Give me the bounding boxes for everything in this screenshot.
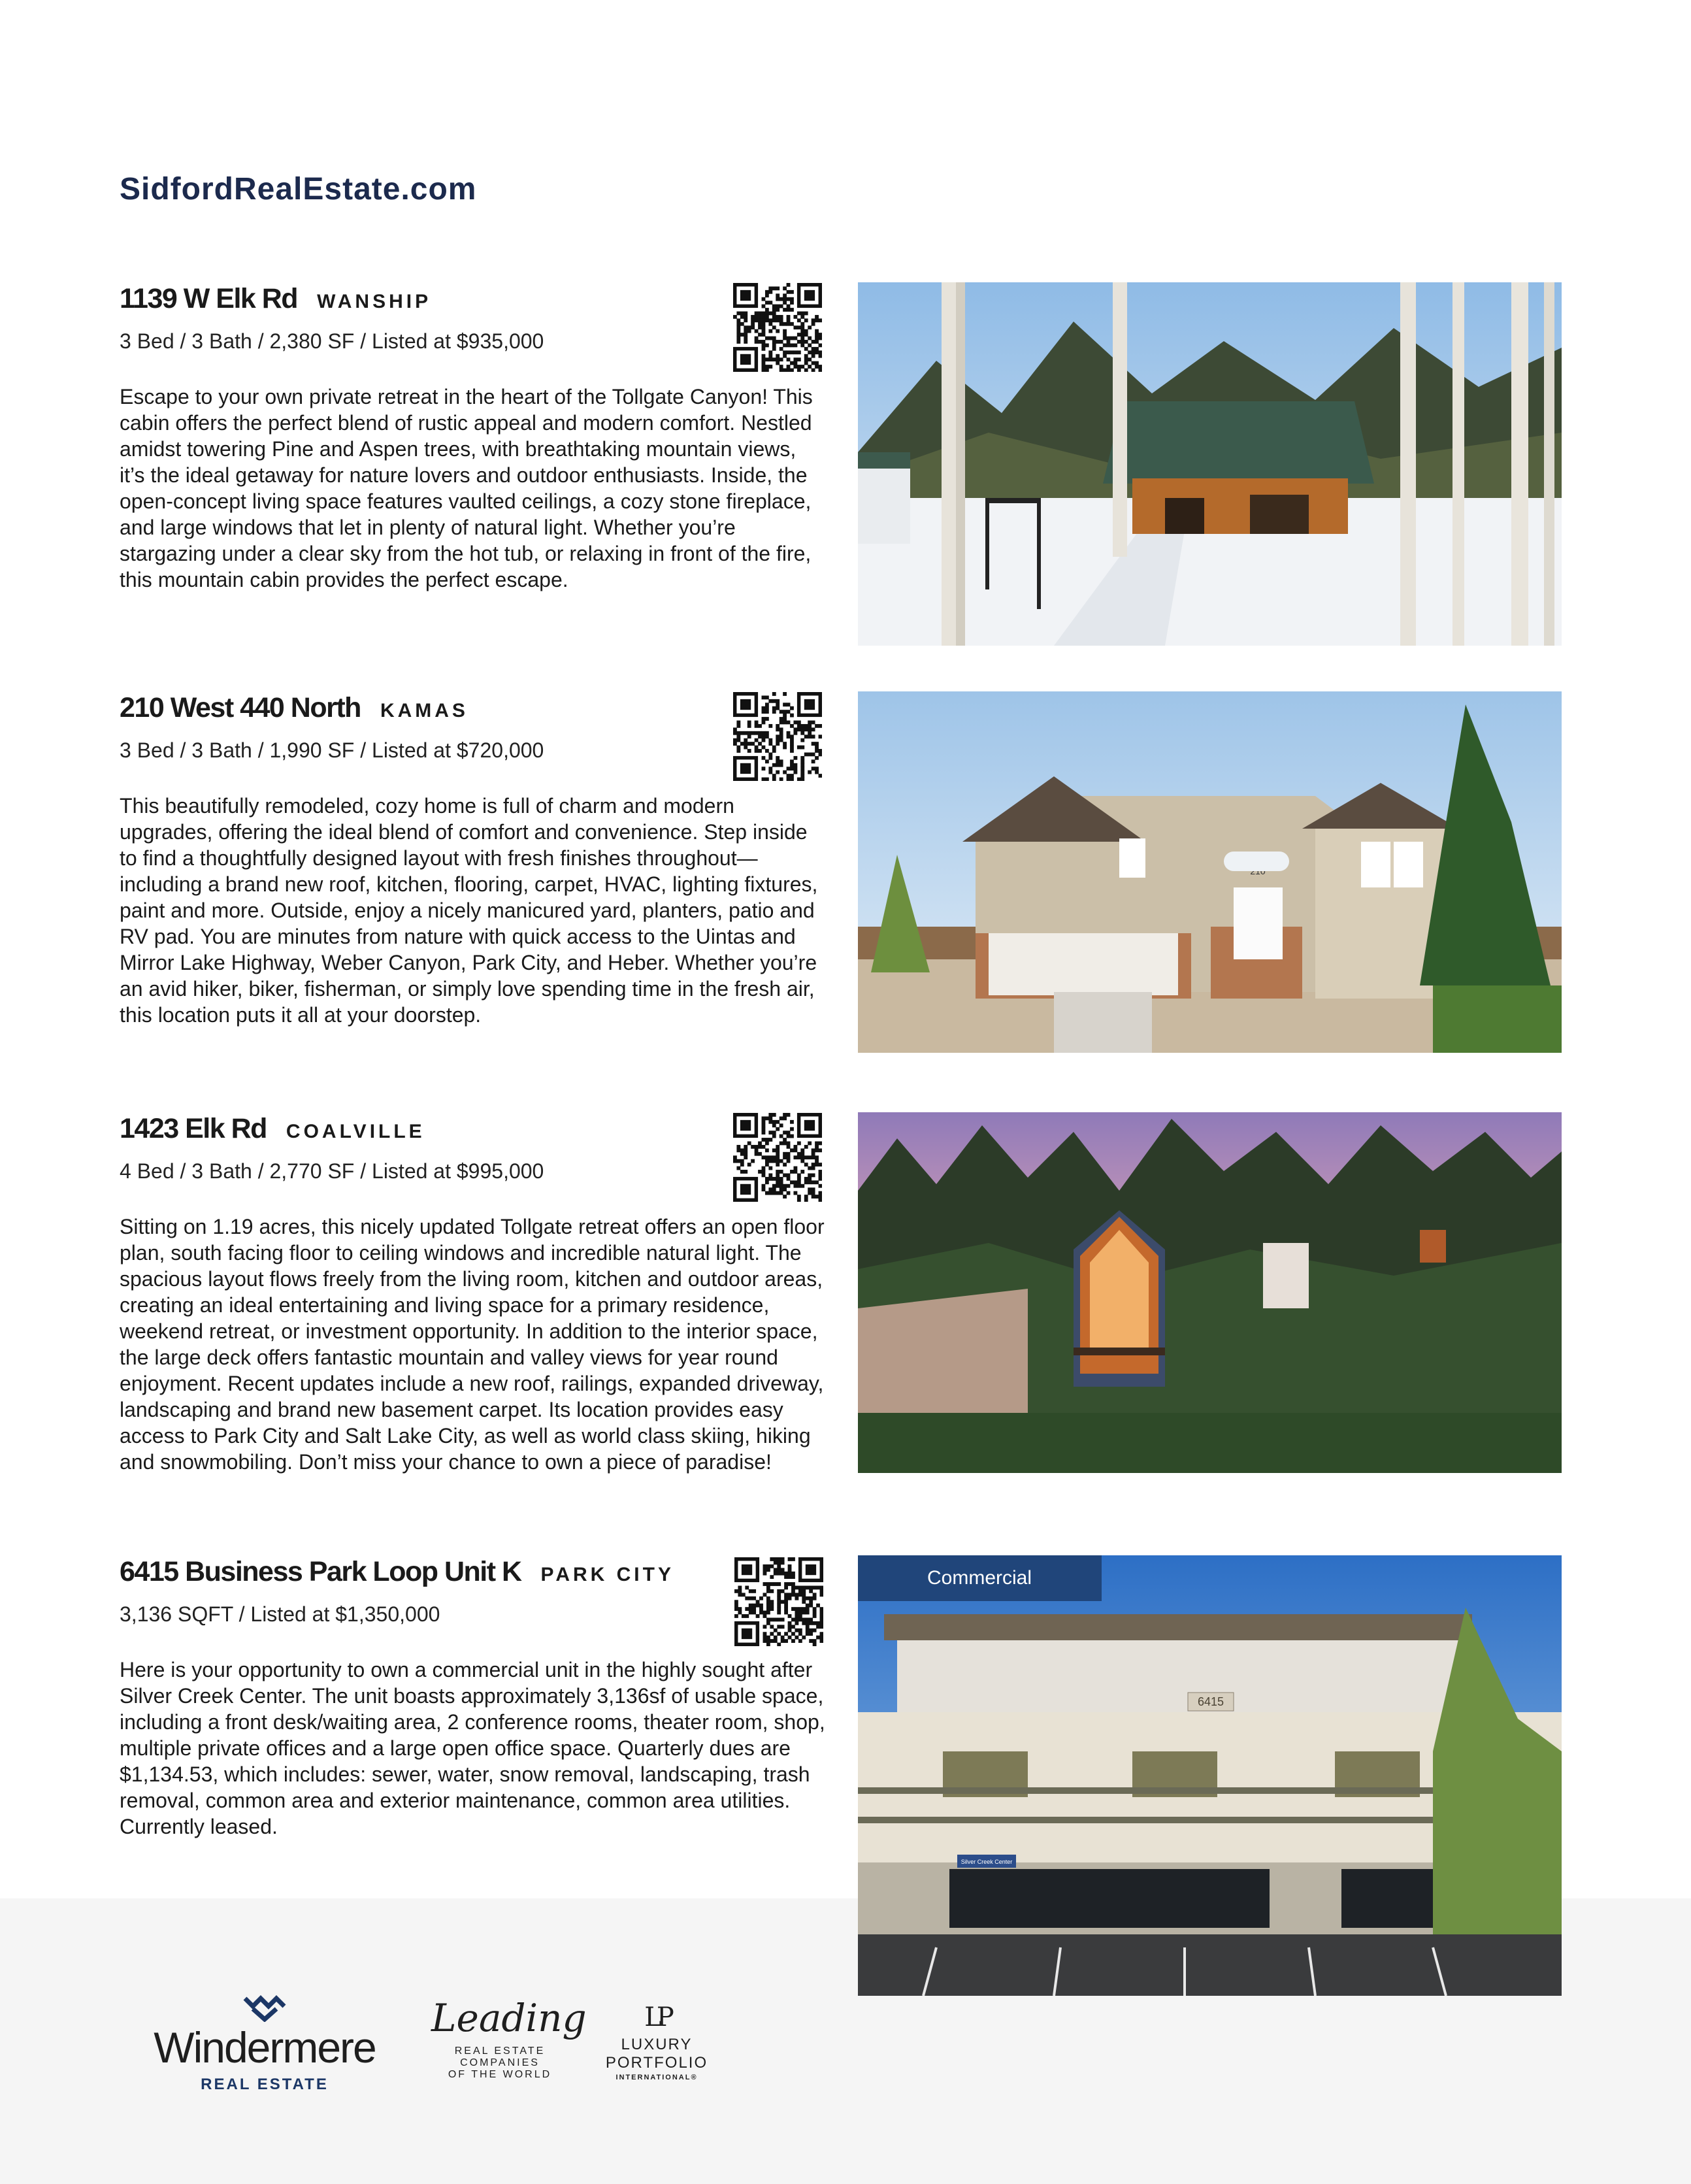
listing-specs: 3 Bed / 3 Bath / 2,380 SF / Listed at $935,000 [120, 329, 544, 353]
qr-code[interactable] [733, 1113, 822, 1202]
lpi-mark: LP [644, 2002, 669, 2032]
listing-photo-commercial [858, 1555, 1562, 1996]
leading-line3: OF THE WORLD [448, 2069, 552, 2080]
listing-photo-house [858, 691, 1562, 1053]
windermere-icon [238, 1993, 291, 2022]
commercial-tag: Commercial [858, 1555, 1102, 1601]
listing-address: 1423 Elk Rd [120, 1113, 267, 1144]
leading-line1: REAL ESTATE [454, 2045, 546, 2057]
center-sign: Silver Creek Center [960, 1859, 1013, 1865]
listing-description: Sitting on 1.19 acres, this nicely updated Tollgate retreat offers an open floor plan, south facing floor to ceiling windows and incredible natural light. The spacious layout flows freely from the living room, kitchen and outdoor areas, creating an ideal entertaining and living space for a primary residence, weekend retreat, or investment opportunity. In addition to the interior space, the large deck offers fantastic mountain and valley views for year round enjoyment. Recent updates include a new roof, railings, expanded driveway, landscaping and brand new basement carpet. Its location provides easy access to Park City and Salt Lake City, as well as world class skiing, hiking and snowmobiling. Don’t miss your chance to own a piece of paradise! [120, 1215, 825, 1474]
qr-pattern [733, 692, 822, 781]
listing-city: COALVILLE [286, 1121, 425, 1142]
leading-script: Leading [431, 1996, 587, 2040]
listing-address: 1139 W Elk Rd [120, 283, 298, 314]
windermere-logo[interactable] [140, 1993, 389, 2094]
listing-description: This beautifully remodeled, cozy home is full of charm and modern upgrades, offering the ideal blend of comfort and convenience. Step inside to find a thoughtfully designed layout with fresh finishes throughout—including a brand new roof, kitchen, flooring, carpet, HVAC, lighting fixtures, paint and more. Outside, enjoy a nicely manicured yard, planters, patio and RV pad. You are minutes from nature with quick access to the Uintas and Mirror Lake Highway, Weber Canyon, Park City, and Heber. Whether you’re an avid hiker, biker, fisherman, or simply love spending time in the fresh air, this location puts it all at your doorstep. [120, 794, 818, 1027]
listing-specs: 4 Bed / 3 Bath / 2,770 SF / Listed at $995,000 [120, 1159, 544, 1183]
listing-2 [120, 692, 825, 1028]
listing-description: Escape to your own private retreat in the heart of the Tollgate Canyon! This cabin offers the perfect blend of rustic appeal and modern comfort. Nestled amidst towering Pine and Aspen trees, with breathtaking mountain views, it’s the ideal getaway for nature lovers and outdoor enthusiasts. Inside, the open-concept living space features vaulted ceilings, a cozy stone fireplace, and large windows that let in plenty of natural light. Whether you’re stargazing under a clear sky from the hot tub, or relaxing in front of the fire, this mountain cabin provides the perfect escape. [120, 385, 813, 591]
qr-pattern [733, 283, 822, 372]
qr-pattern [733, 1113, 822, 1202]
listing-description: Here is your opportunity to own a commercial unit in the highly sought after Silver Creek Center. The unit boasts approximately 3,136sf of usable space, including a front desk/waiting area, 2 conference rooms, theater room, shop, multiple private offices and a large open office space. Quarterly dues are $1,134.53, which includes: sewer, water, snow removal, landscaping, trash removal, common area and exterior maintenance, common area utilities. Currently leased. [120, 1658, 825, 1838]
lpi-line1: LUXURY [621, 2036, 693, 2053]
lpi-logo[interactable] [601, 2003, 712, 2081]
qr-pattern [734, 1557, 823, 1646]
listing-city: WANSHIP [317, 291, 432, 312]
lpi-line2: PORTFOLIO [605, 2054, 708, 2072]
qr-code[interactable] [733, 692, 822, 781]
listing-photo-aframe [858, 1112, 1562, 1473]
listing-4 [120, 1556, 825, 1840]
qr-code[interactable] [734, 1557, 823, 1646]
windermere-name: Windermere [154, 2023, 376, 2072]
listing-address: 210 West 440 North [120, 692, 361, 723]
listing-specs: 3 Bed / 3 Bath / 1,990 SF / Listed at $720,000 [120, 738, 544, 762]
listing-city: PARK CITY [540, 1564, 674, 1585]
listing-3 [120, 1113, 825, 1475]
listing-1 [120, 283, 825, 593]
listing-city: KAMAS [380, 700, 468, 721]
site-title[interactable]: SidfordRealEstate.com [120, 172, 477, 207]
leading-line2: COMPANIES [460, 2057, 540, 2068]
leading-logo[interactable] [431, 1996, 587, 2081]
windermere-sub: REAL ESTATE [201, 2076, 329, 2093]
listing-photo-cabin [858, 282, 1562, 646]
building-number: 6415 [1197, 1695, 1224, 1708]
qr-code[interactable] [733, 283, 822, 372]
listing-specs: 3,136 SQFT / Listed at $1,350,000 [120, 1602, 440, 1626]
listing-address: 6415 Business Park Loop Unit K [120, 1556, 521, 1587]
lpi-line3: INTERNATIONAL® [616, 2074, 698, 2081]
